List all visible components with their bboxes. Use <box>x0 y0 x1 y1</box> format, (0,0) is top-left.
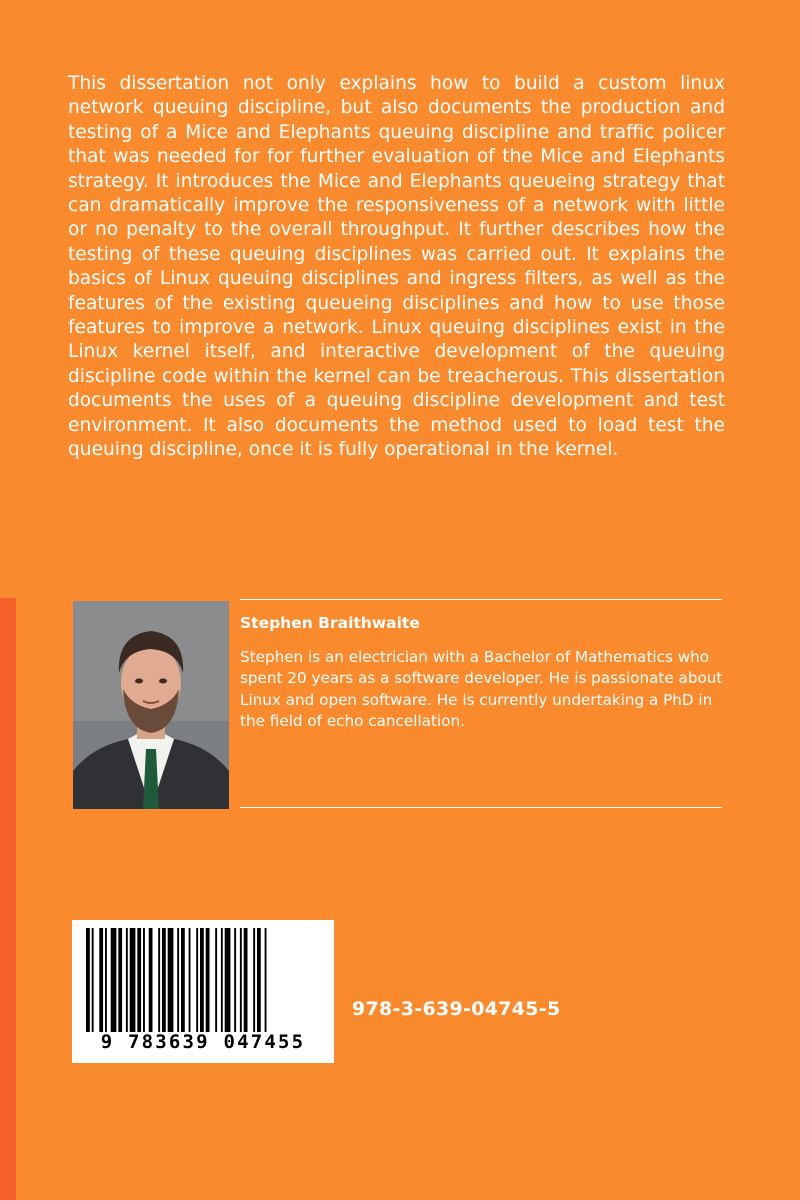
barcode-bar <box>189 928 191 1032</box>
barcode-bar <box>196 928 198 1032</box>
barcode-digits: 9 783639 047455 <box>100 1031 306 1053</box>
barcode-bar <box>181 928 185 1032</box>
barcode-bar <box>86 928 90 1032</box>
back-cover-description: This dissertation not only explains how to build a custom linux network queuing discipline, but also documents the production and testing of a Mice and Elephants queuing discipline and traffic policer that was needed for for further evaluation of the Mice and Elephants strategy. It introduces the Mice and Elephants queueing strategy that can dramatically improve the responsiveness of a network with little or no penalty to the overall throughput. It further describes how the testing of these queuing disciplines was carried out. It explains the basics of Linux queuing disciplines and ingress filters, as well as the features of the existing queueing disciplines and how to use those features to improve a network. Linux queuing disciplines exist in the Linux kernel itself, and interactive development of the queuing discipline code within the kernel can be treacherous. This dissertation documents the uses of a queuing discipline development and test environment. It also documents the method used to load test the queuing discipline, once it is fully operational in the kernel. <box>68 73 725 461</box>
barcode-bar <box>221 928 223 1032</box>
author-photo <box>73 601 229 809</box>
barcode-bar <box>177 928 179 1032</box>
barcode-bar <box>143 928 145 1032</box>
barcode-bar <box>225 928 231 1032</box>
barcode-bar <box>244 928 248 1032</box>
author-bottom-divider <box>240 807 722 808</box>
barcode-bar <box>200 928 204 1032</box>
barcode-bar <box>137 928 141 1032</box>
barcode-bar <box>162 928 166 1032</box>
barcode-bar <box>168 928 174 1032</box>
barcode-bar <box>158 928 160 1032</box>
author-bio: Stephen is an electrician with a Bachelor of Mathematics who spent 20 years as a software developer. He is passionate about Linux and open software. He is currently undertaking a PhD in the field of echo cancellation. <box>240 648 723 730</box>
barcode-bar <box>215 928 217 1032</box>
barcode-bar <box>130 928 136 1032</box>
barcode-bar <box>234 928 236 1032</box>
barcode-bar <box>92 928 94 1032</box>
barcode-bar <box>118 928 122 1032</box>
barcode-bar <box>240 928 242 1032</box>
isbn-number: 978-3-639-04745-5 <box>352 998 561 1020</box>
barcode <box>72 920 334 1063</box>
author-name: Stephen Braithwaite <box>240 614 420 632</box>
spine-strip <box>0 598 16 1200</box>
barcode-bar <box>126 928 128 1032</box>
barcode-bar <box>265 928 267 1032</box>
barcode-bar <box>257 928 261 1032</box>
author-top-divider <box>240 599 722 600</box>
barcode-bar <box>149 928 153 1032</box>
barcode-bar <box>111 928 117 1032</box>
barcode-bar <box>206 928 210 1032</box>
barcode-bar <box>99 928 103 1032</box>
barcode-bar <box>253 928 255 1032</box>
barcode-bar <box>105 928 107 1032</box>
